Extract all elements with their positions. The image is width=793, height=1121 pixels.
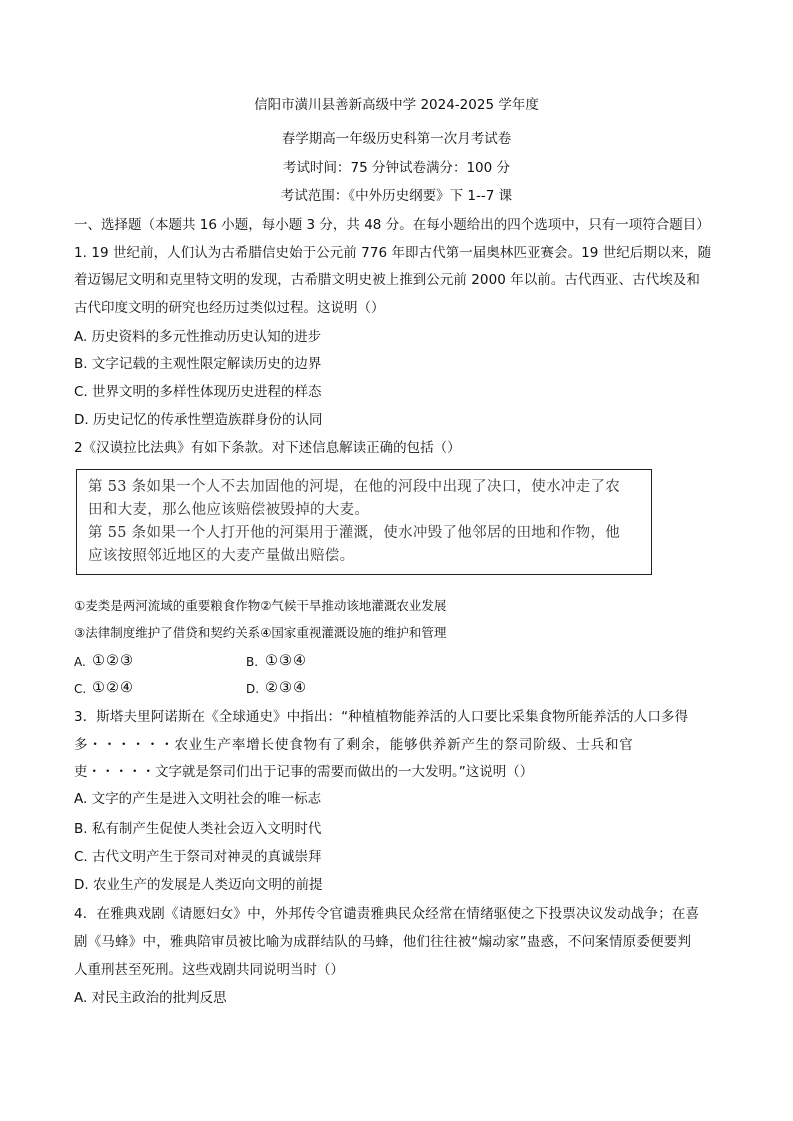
q1-stem-line: 着迈锡尼文明和克里特文明的发现，古希腊文明史被上推到公元前 2000 年以前。古代西亚、古代埃及和 (74, 272, 700, 288)
q3-stem-line: 3．斯塔夫里阿诺斯在《全球通史》中指出：“种植植物能养活的人口要比采集食物所能养活的人口多得 (74, 709, 689, 725)
q2-statements: ③法律制度维护了借贷和契约关系④国家重视灌溉设施的维护和管理 (74, 625, 447, 640)
q2-option-d-label: D. (246, 682, 260, 696)
q4-stem-line: 人重刑甚至死刑。这些戏剧共同说明当时（） (74, 962, 344, 978)
exam-subtitle: 春学期高一年级历史科第一次月考试卷 (281, 131, 512, 147)
q4-stem-line: 4．在雅典戏剧《请愿妇女》中，外邦传令官谴责雅典民众经常在情绪驱使之下投票决议发动战争；在喜 (74, 906, 700, 922)
q2-stem: 2《汉谟拉比法典》有如下条款。对下述信息解读正确的包括（） (74, 440, 461, 456)
q3-option-a: A. 文字的产生是进入文明社会的唯一标志 (74, 791, 322, 807)
q2-option-a-label: A. (74, 655, 86, 669)
q2-source-line: 第 55 条如果一个人打开他的河渠用于灌溉，使水冲毁了他邻居的田地和作物，他 (88, 525, 621, 541)
exam-title: 信阳市潢川县善新高级中学 2024-2025 学年度 (254, 97, 539, 113)
q2-option-d-value: ②③④ (265, 680, 307, 696)
q4-option-a: A. 对民主政治的批判反思 (74, 990, 227, 1006)
q2-source-box (76, 469, 652, 575)
q3-option-c: C. 古代文明产生于祭司对神灵的真诚崇拜 (74, 849, 322, 865)
q2-statements: ①麦类是两河流域的重要粮食作物②气候干旱推动该地灌溉农业发展 (74, 598, 447, 613)
q3-option-b: B. 私有制产生促使人类社会迈入文明时代 (74, 821, 322, 837)
q3-stem-line: 多・・・・・・农业生产率增长使食物有了剩余，能够供养新产生的祭司阶级、士兵和官 (74, 737, 634, 753)
q2-option-c-label: C. (74, 682, 87, 696)
q3-option-d: D. 农业生产的发展是人类迈向文明的前提 (74, 877, 323, 893)
q2-option-a-value: ①②③ (92, 653, 134, 669)
q2-source-line: 第 53 条如果一个人不去加固他的河堤，在他的河段中出现了决口，使水冲走了农 (88, 479, 621, 495)
exam-scope: 考试范围：《中外历史纲要》下 1--7 课 (280, 188, 513, 204)
q2-source-line: 应该按照邻近地区的大麦产量做出赔偿。 (88, 548, 355, 564)
q2-option-b-value: ①③④ (265, 653, 307, 669)
q2-option-c-value: ①②④ (92, 680, 134, 696)
q1-stem-line: 古代印度文明的研究也经历过类似过程。这说明（） (74, 300, 385, 316)
q4-stem-line: 剧《马蜂》中，雅典陪审员被比喻为成群结队的马蜂，他们往往被“煽动家”蛊惑，不问案情原委便要判 (74, 934, 692, 950)
q1-option-b: B. 文字记载的主观性限定解读历史的边界 (74, 356, 322, 372)
q1-option-c: C. 世界文明的多样性体现历史进程的样态 (74, 384, 322, 400)
q1-option-a: A. 历史资料的多元性推动历史认知的进步 (74, 329, 322, 345)
exam-time: 考试时间：75 分钟试卷满分：100 分 (282, 160, 511, 176)
q1-option-d: D. 历史记忆的传承性塑造族群身份的认同 (74, 412, 323, 428)
section-title: 一、选择题（本题共 16 小题，每小题 3 分，共 48 分。在每小题给出的四个选项中，只有一项符合题目） (74, 217, 710, 233)
q3-stem-line: 吏・・・・・文字就是祭司们出于记事的需要而做出的一大发明。”这说明（） (74, 764, 534, 780)
q1-stem-line: 1. 19 世纪前，人们认为古希腊信史始于公元前 776 年即古代第一届奥林匹亚赛会。19 世纪后期以来，随 (74, 245, 712, 261)
q2-source-line: 田和大麦，那么他应该赔偿被毁掉的大麦。 (88, 502, 370, 518)
q2-option-b-label: B. (246, 655, 259, 669)
